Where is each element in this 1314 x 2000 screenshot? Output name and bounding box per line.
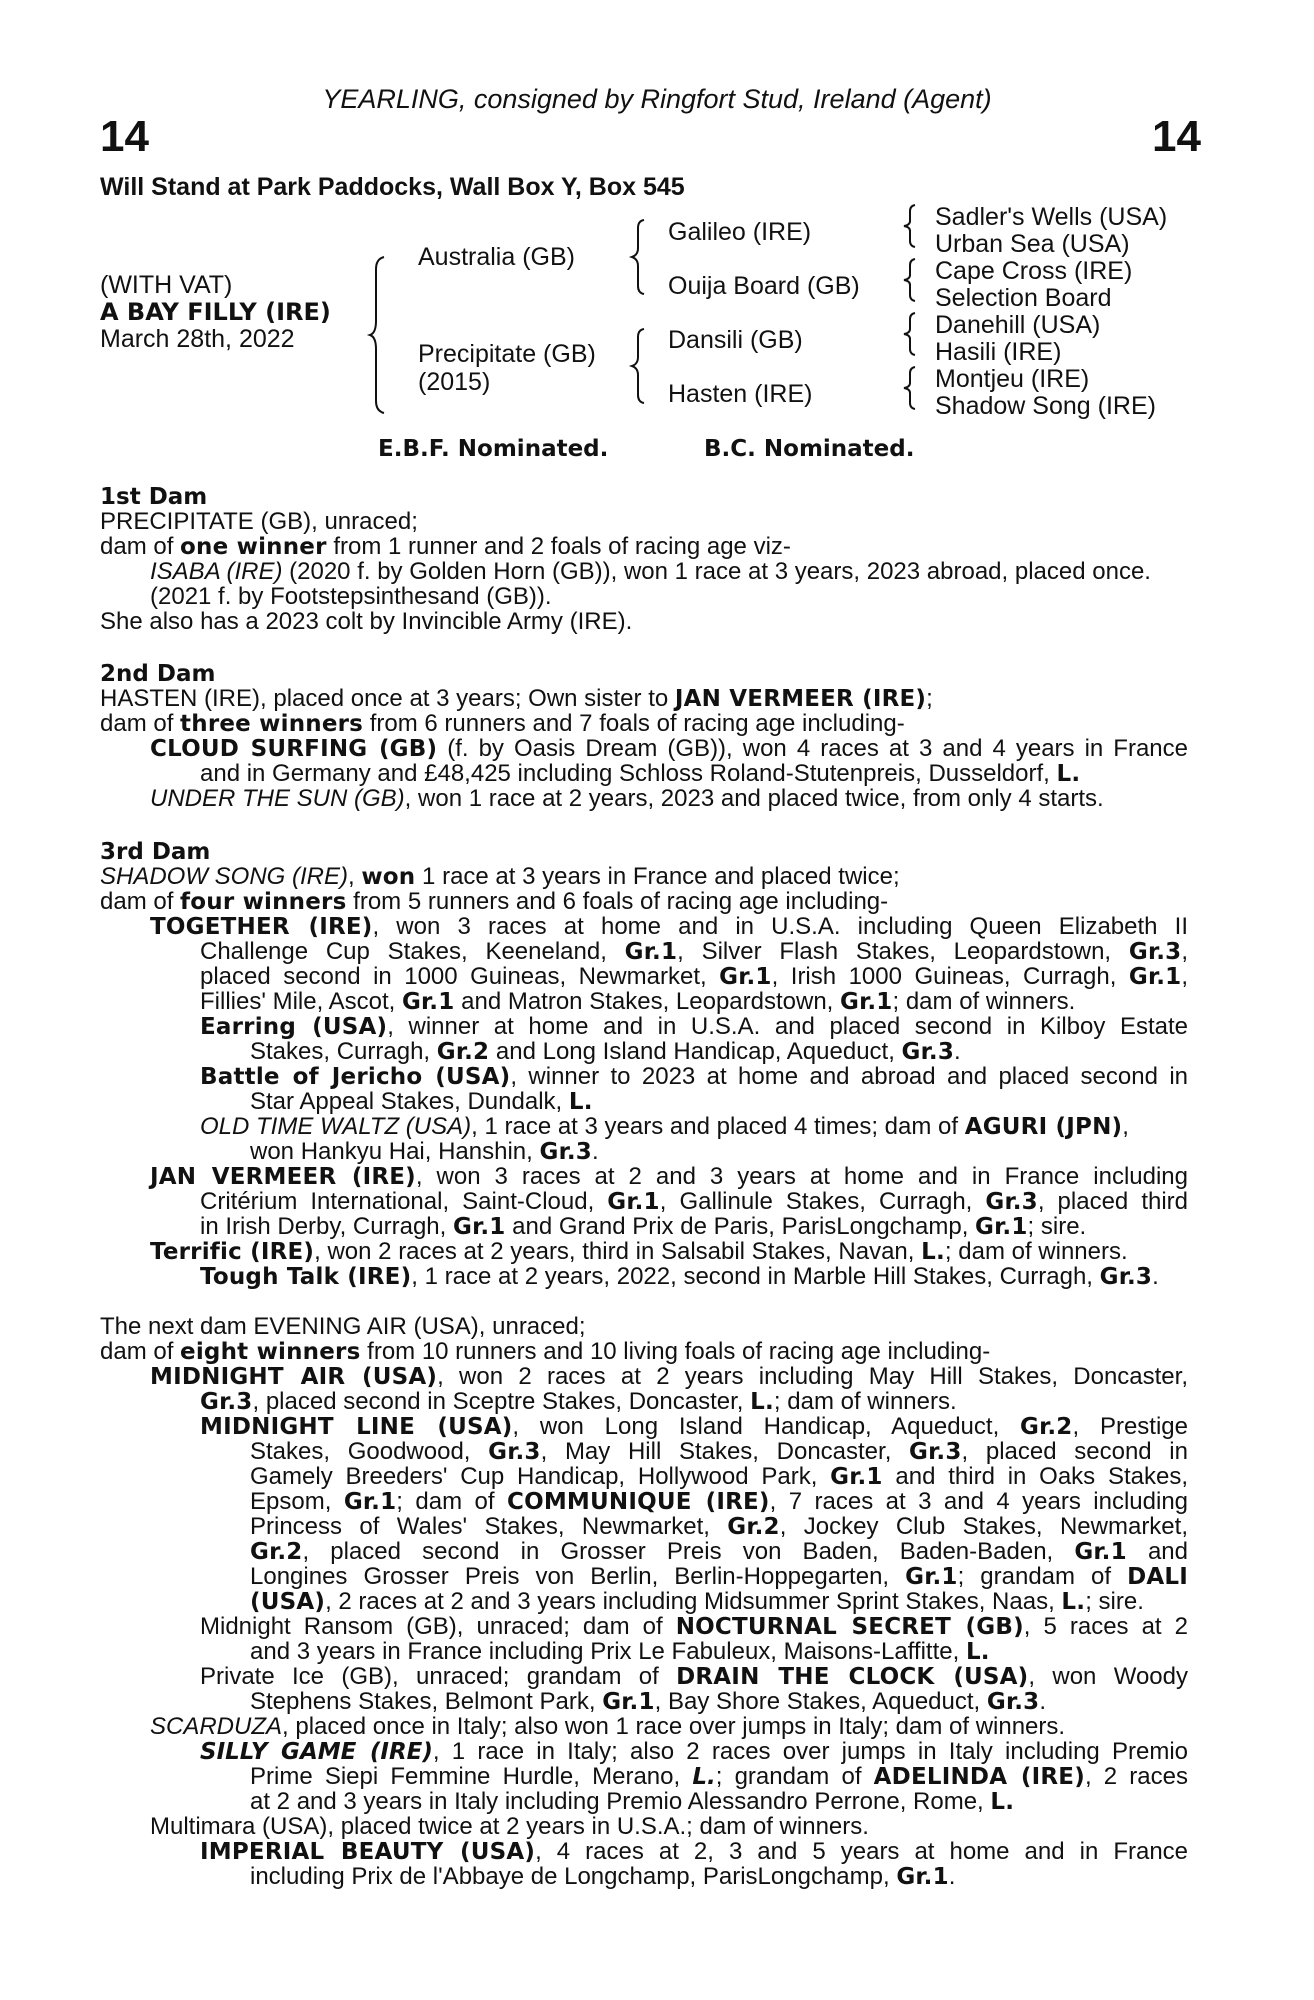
horse-name-bold: Gr.1 <box>401 989 455 1015</box>
record-text: at 2 and 3 years in Italy including Premio Alessandro Perrone, Rome, <box>250 1788 991 1815</box>
horse-name-bold: DRAIN THE CLOCK (USA) <box>676 1664 1029 1690</box>
record-text: , placed second in Sceptre Stakes, Doncaster, <box>252 1388 751 1415</box>
g3-ancestor: Montjeu (IRE) <box>935 365 1090 393</box>
horse-name-bold: L. <box>750 1389 774 1415</box>
record-line <box>200 1264 1188 1290</box>
g3-ancestor: Shadow Song (IRE) <box>935 392 1156 420</box>
g3-ancestor: Urban Sea (USA) <box>935 230 1130 258</box>
record-line <box>200 1414 1188 1440</box>
record-line <box>250 1489 1188 1515</box>
record-text: won Hankyu Hai, Hanshin, <box>250 1138 540 1165</box>
horse-name: A BAY FILLY (IRE) <box>100 298 331 326</box>
record-text: and Long Island Handicap, Aqueduct, <box>489 1038 902 1065</box>
record-text: including Prix de l'Abbaye de Longchamp, ParisLongchamp, <box>250 1863 897 1890</box>
record-text: , <box>1122 1113 1129 1140</box>
record-line <box>250 1514 1188 1540</box>
record-line <box>250 1439 1188 1465</box>
record-line <box>250 1864 1188 1890</box>
record-text: ; <box>926 685 933 712</box>
record-line <box>150 736 1188 762</box>
record-text: HASTEN (IRE), placed once at 3 years; Own sister to <box>100 685 675 712</box>
horse-name-bold: Gr.1 <box>840 989 893 1015</box>
horse-name-bold: L. <box>1061 1589 1086 1615</box>
record-line <box>100 864 1188 890</box>
record-line <box>150 1239 1188 1265</box>
horse-name-bold: MIDNIGHT AIR (USA) <box>150 1364 438 1390</box>
horse-name-italic: SHADOW SONG (IRE) <box>100 863 349 890</box>
horse-name-bold: Gr.1 <box>719 964 772 990</box>
horse-name-bold: Gr.1 <box>1074 1539 1127 1565</box>
record-text: , won 3 races at home and in U.S.A. including Queen Elizabeth II <box>372 913 1188 940</box>
record-text: , 2 races <box>1084 1763 1188 1790</box>
record-line <box>150 584 1188 609</box>
horse-name-italic: SCARDUZA <box>150 1713 283 1740</box>
g3-ancestor: Sadler's Wells (USA) <box>935 203 1168 231</box>
record-line <box>200 1389 1188 1415</box>
record-text: , 5 races at 2 <box>1023 1613 1188 1640</box>
record-text: ; dam of winners. <box>892 988 1076 1015</box>
record-line <box>150 1714 1188 1739</box>
horse-name-italic: UNDER THE SUN (GB) <box>150 785 405 812</box>
record-text: , won 3 races at 2 and 3 years at home and in France including <box>415 1163 1188 1190</box>
record-line <box>100 534 1188 560</box>
record-text: and <box>1126 1538 1188 1565</box>
bracket-g3-2 <box>903 258 921 302</box>
horse-name-bold: Gr.1 <box>905 1564 958 1590</box>
consignor-line: YEARLING, consigned by Ringfort Stud, Ireland (Agent) <box>322 84 992 114</box>
horse-name-bold: won <box>361 864 416 890</box>
lot-number-right: 14 <box>1152 112 1201 161</box>
record-line <box>250 1639 1188 1665</box>
record-text: , Prestige <box>1072 1413 1188 1440</box>
record-text: , placed second in Grosser Preis von Baden, Baden-Baden, <box>302 1538 1075 1565</box>
record-text: The next dam EVENING AIR (USA), unraced; <box>100 1313 586 1340</box>
bracket-dam-parents <box>632 327 652 405</box>
horse-name-bold: DALI <box>1127 1564 1188 1590</box>
horse-name-bold: L. <box>1056 761 1081 787</box>
third-dam-heading: 3rd Dam <box>100 839 211 865</box>
record-line <box>200 1664 1188 1690</box>
record-text: , 4 races at 2, 3 and 5 years at home and in France <box>535 1838 1189 1865</box>
record-text: , <box>348 863 362 890</box>
record-text: , 1 race in Italy; also 2 races over jumps in Italy including Premio <box>432 1738 1188 1765</box>
horse-name-bold: CLOUD SURFING (GB) <box>150 736 438 762</box>
record-text: from 6 runners and 7 foals of racing age including- <box>363 710 905 737</box>
sire: Australia (GB) <box>418 243 575 271</box>
record-text: , 2 races at 2 and 3 years including Midsummer Sprint Stakes, Naas, <box>325 1588 1062 1615</box>
record-line <box>200 1189 1188 1215</box>
dam-line-1: Precipitate (GB) <box>418 340 596 368</box>
record-line <box>200 761 1188 787</box>
record-line <box>150 786 1188 811</box>
horse-name-bold: Gr.2 <box>1020 1414 1073 1440</box>
record-line <box>150 1814 1188 1839</box>
horse-name-bold: Terrific (IRE) <box>150 1239 315 1265</box>
foaling-date: March 28th, 2022 <box>100 325 295 353</box>
record-text: , May Hill Stakes, Doncaster, <box>540 1438 910 1465</box>
dam-sire: Dansili (GB) <box>668 326 803 354</box>
record-text: Critérium International, Saint-Cloud, <box>200 1188 608 1215</box>
horse-name-bold: Battle of Jericho (USA) <box>200 1064 511 1090</box>
record-text: (f. by Oasis Dream (GB)), won 4 races at 3 and 4 years in France <box>437 735 1188 762</box>
stand-location: Will Stand at Park Paddocks, Wall Box Y, Box 545 <box>100 173 685 201</box>
record-line <box>150 1364 1188 1390</box>
horse-name-bold: Gr.3 <box>985 1189 1038 1215</box>
record-line <box>100 1314 1188 1339</box>
record-text: , Jockey Club Stakes, Newmarket, <box>779 1513 1188 1540</box>
horse-name-bold: Gr.1 <box>830 1464 883 1490</box>
record-line <box>250 1464 1188 1490</box>
record-text: PRECIPITATE (GB), unraced; <box>100 508 418 535</box>
record-text: ; dam of winners. <box>773 1388 957 1415</box>
horse-name-bold: JAN VERMEER (IRE) <box>150 1164 416 1190</box>
horse-name-bold: TOGETHER (IRE) <box>150 914 373 940</box>
record-line <box>200 1839 1188 1865</box>
horse-name-bold: Gr.2 <box>727 1514 780 1540</box>
record-text: , won Woody <box>1028 1663 1188 1690</box>
horse-name-bold: Gr.3 <box>1128 939 1182 965</box>
record-text: Stephens Stakes, Belmont Park, <box>250 1688 603 1715</box>
record-text: Stakes, Curragh, <box>250 1038 437 1065</box>
record-text: and 3 years in France including Prix Le Fabuleux, Maisons-Laffitte, <box>250 1638 966 1665</box>
record-text: , 1 race at 3 years and placed 4 times; dam of <box>471 1113 965 1140</box>
record-text: , Bay Shore Stakes, Aqueduct, <box>654 1688 987 1715</box>
horse-name-bold: IMPERIAL BEAUTY (USA) <box>200 1839 536 1865</box>
record-line <box>200 939 1188 965</box>
record-text: (2021 f. by Footstepsinthesand (GB)). <box>150 583 552 610</box>
dam-line-2: (2015) <box>418 368 491 396</box>
horse-name-bold: L. <box>692 1764 716 1790</box>
record-text: , <box>1181 938 1189 965</box>
horse-name-bold: Gr.3 <box>1099 1264 1153 1290</box>
record-text: and Matron Stakes, Leopardstown, <box>454 988 841 1015</box>
horse-name-italic: ISABA (IRE) <box>150 558 283 585</box>
record-text: from 5 runners and 6 foals of racing age including- <box>346 888 889 915</box>
horse-name-bold: three winners <box>180 711 364 737</box>
horse-name-bold: Earring (USA) <box>200 1014 388 1040</box>
record-text: ; dam of <box>396 1488 507 1515</box>
horse-name-bold: four winners <box>180 889 347 915</box>
bracket-g3-4 <box>903 366 921 410</box>
horse-name-bold: Gr.1 <box>896 1864 949 1890</box>
record-text: , Gallinule Stakes, Curragh, <box>659 1188 986 1215</box>
horse-name-bold: L. <box>568 1089 593 1115</box>
record-text: Private Ice (GB), unraced; grandam of <box>200 1663 677 1690</box>
sire-sire: Galileo (IRE) <box>668 218 812 246</box>
bc-nomination: B.C. Nominated. <box>704 436 915 462</box>
record-text: , Irish 1000 Guineas, Curragh, <box>771 963 1129 990</box>
record-text: (2020 f. by Golden Horn (GB)), won 1 race at 3 years, 2023 abroad, placed once. <box>282 558 1151 585</box>
record-text: , placed third <box>1037 1188 1189 1215</box>
record-text: Princess of Wales' Stakes, Newmarket, <box>250 1513 728 1540</box>
record-text: Prime Siepi Femmine Hurdle, Merano, <box>250 1763 693 1790</box>
bracket-g3-1 <box>903 204 921 248</box>
record-text: , <box>1181 963 1189 990</box>
record-text: , placed second in <box>961 1438 1188 1465</box>
record-text: , won Long Island Handicap, Aqueduct, <box>512 1413 1021 1440</box>
dam-dam: Hasten (IRE) <box>668 380 813 408</box>
record-text: , Silver Flash Stakes, Leopardstown, <box>677 938 1129 965</box>
record-line <box>150 559 1188 584</box>
record-text: and third in Oaks Stakes, <box>882 1463 1188 1490</box>
record-text: and Grand Prix de Paris, ParisLongchamp, <box>505 1213 976 1240</box>
record-line <box>200 1214 1188 1240</box>
record-text: , winner at home and in U.S.A. and placed second in Kilboy Estate <box>387 1013 1189 1040</box>
record-text: from 10 runners and 10 living foals of racing age including- <box>360 1338 991 1365</box>
record-text: She also has a 2023 colt by Invincible Army (IRE). <box>100 608 633 635</box>
g3-ancestor: Cape Cross (IRE) <box>935 257 1133 285</box>
horse-name-bold: AGURI (JPN) <box>964 1114 1123 1140</box>
horse-name-bold: Gr.3 <box>986 1689 1040 1715</box>
record-text: . <box>1039 1688 1047 1715</box>
record-text: Gamely Breeders' Cup Handicap, Hollywood Park, <box>250 1463 831 1490</box>
record-line <box>100 889 1188 915</box>
record-text: ; sire. <box>1027 1213 1087 1240</box>
record-line <box>200 989 1188 1015</box>
record-text: , winner to 2023 at home and abroad and placed second in <box>510 1063 1188 1090</box>
record-text: ; grandam of <box>715 1763 874 1790</box>
horse-name-italic: OLD TIME WALTZ (USA) <box>200 1113 472 1140</box>
record-line <box>250 1089 1188 1115</box>
record-text: ; grandam of <box>957 1563 1128 1590</box>
g3-ancestor: Hasili (IRE) <box>935 338 1062 366</box>
record-line <box>200 1614 1188 1640</box>
horse-name-bold: MIDNIGHT LINE (USA) <box>200 1414 513 1440</box>
bracket-parents <box>370 255 390 415</box>
record-text: dam of <box>100 888 181 915</box>
record-text: and in Germany and £48,425 including Schloss Roland-Stutenpreis, Dusseldorf, <box>200 760 1057 787</box>
record-line <box>250 1539 1188 1565</box>
horse-name-bold: Gr.2 <box>250 1539 303 1565</box>
record-text: dam of <box>100 710 181 737</box>
horse-name-bold: Gr.3 <box>539 1139 592 1165</box>
record-text: ; dam of winners. <box>944 1238 1128 1265</box>
g3-ancestor: Selection Board <box>935 284 1112 312</box>
ebf-nomination: E.B.F. Nominated. <box>378 436 609 462</box>
record-text: ; sire. <box>1085 1588 1144 1615</box>
record-text: from 1 runner and 2 foals of racing age viz- <box>326 533 791 560</box>
record-text: Midnight Ransom (GB), unraced; dam of <box>200 1613 676 1640</box>
vat-note: (WITH VAT) <box>100 271 233 299</box>
record-text: Longines Grosser Preis von Berlin, Berlin-Hoppegarten, <box>250 1563 906 1590</box>
record-text: . <box>948 1863 956 1890</box>
record-text: in Irish Derby, Curragh, <box>200 1213 453 1240</box>
horse-name-bold: Gr.1 <box>1128 964 1182 990</box>
record-text: . <box>954 1038 961 1065</box>
horse-name-bold: eight winners <box>180 1339 361 1365</box>
horse-name-bold: Gr.1 <box>452 1214 506 1240</box>
record-line <box>250 1139 1188 1165</box>
record-line <box>200 1114 1188 1140</box>
record-text: , won 1 race at 2 years, 2023 and placed twice, from only 4 starts. <box>404 785 1104 812</box>
record-text: Star Appeal Stakes, Dundalk, <box>250 1088 569 1115</box>
horse-name-bold: Gr.3 <box>488 1439 541 1465</box>
record-line <box>100 609 1188 634</box>
record-line <box>200 964 1188 990</box>
record-text: Fillies' Mile, Ascot, <box>200 988 402 1015</box>
record-text: 1 race at 3 years in France and placed twice; <box>415 863 900 890</box>
record-line <box>250 1564 1188 1590</box>
bracket-sire-parents <box>632 218 652 296</box>
record-text: , 7 races at 3 and 4 years including <box>769 1488 1189 1515</box>
horse-name-bold: Tough Talk (IRE) <box>200 1264 412 1290</box>
record-text: Epsom, <box>250 1488 344 1515</box>
horse-name-bold: Gr.1 <box>602 1689 655 1715</box>
record-text: Multimara (USA), placed twice at 2 years in U.S.A.; dam of winners. <box>150 1813 869 1840</box>
horse-name-bold: Gr.1 <box>975 1214 1028 1240</box>
record-line <box>200 1014 1188 1040</box>
record-text: dam of <box>100 1338 181 1365</box>
horse-name-bold: JAN VERMEER (IRE) <box>674 686 927 712</box>
record-line <box>250 1689 1188 1715</box>
lot-number-left: 14 <box>100 112 149 161</box>
g3-ancestor: Danehill (USA) <box>935 311 1101 339</box>
bracket-g3-3 <box>903 312 921 356</box>
horse-name-bold: one winner <box>180 534 327 560</box>
record-line <box>100 686 1188 712</box>
record-text: . <box>591 1138 599 1165</box>
sire-dam: Ouija Board (GB) <box>668 272 860 300</box>
horse-name-bold: NOCTURNAL SECRET (GB) <box>675 1614 1024 1640</box>
horse-name-bold: (USA) <box>250 1589 326 1615</box>
horse-name-bold: L. <box>990 1789 1015 1815</box>
horse-name-bold: COMMUNIQUE (IRE) <box>507 1489 770 1515</box>
record-text: , won 2 races at 2 years including May Hill Stakes, Doncaster, <box>437 1363 1188 1390</box>
record-text: dam of <box>100 533 181 560</box>
record-line <box>250 1039 1188 1065</box>
horse-name-bold: L. <box>921 1239 945 1265</box>
record-text: , 1 race at 2 years, 2022, second in Marble Hill Stakes, Curragh, <box>411 1263 1100 1290</box>
horse-name-bold: Gr.3 <box>901 1039 955 1065</box>
horse-name-bold: SILLY GAME (IRE) <box>200 1739 433 1765</box>
record-text: , placed once in Italy; also won 1 race over jumps in Italy; dam of winners. <box>282 1713 1066 1740</box>
record-line <box>100 711 1188 737</box>
record-text: , won 2 races at 2 years, third in Salsabil Stakes, Navan, <box>314 1238 922 1265</box>
record-text: placed second in 1000 Guineas, Newmarket, <box>200 963 720 990</box>
record-line <box>150 914 1188 940</box>
record-line <box>250 1764 1188 1790</box>
horse-name-bold: Gr.3 <box>909 1439 962 1465</box>
record-line <box>250 1589 1188 1615</box>
record-line <box>100 509 1188 534</box>
record-line <box>250 1789 1188 1815</box>
horse-name-bold: Gr.1 <box>343 1489 397 1515</box>
horse-name-bold: ADELINDA (IRE) <box>873 1764 1085 1790</box>
record-line <box>100 1339 1188 1365</box>
horse-name-bold: Gr.1 <box>624 939 678 965</box>
horse-name-bold: Gr.1 <box>607 1189 660 1215</box>
record-text: . <box>1152 1263 1159 1290</box>
first-dam-heading: 1st Dam <box>100 484 208 510</box>
record-text: Challenge Cup Stakes, Keeneland, <box>200 938 625 965</box>
record-line <box>200 1739 1188 1765</box>
second-dam-heading: 2nd Dam <box>100 661 216 687</box>
record-line <box>200 1064 1188 1090</box>
horse-name-bold: Gr.2 <box>436 1039 490 1065</box>
horse-name-bold: Gr.3 <box>200 1389 253 1415</box>
record-line <box>150 1164 1188 1190</box>
record-text: Stakes, Goodwood, <box>250 1438 489 1465</box>
horse-name-bold: L. <box>965 1639 990 1665</box>
